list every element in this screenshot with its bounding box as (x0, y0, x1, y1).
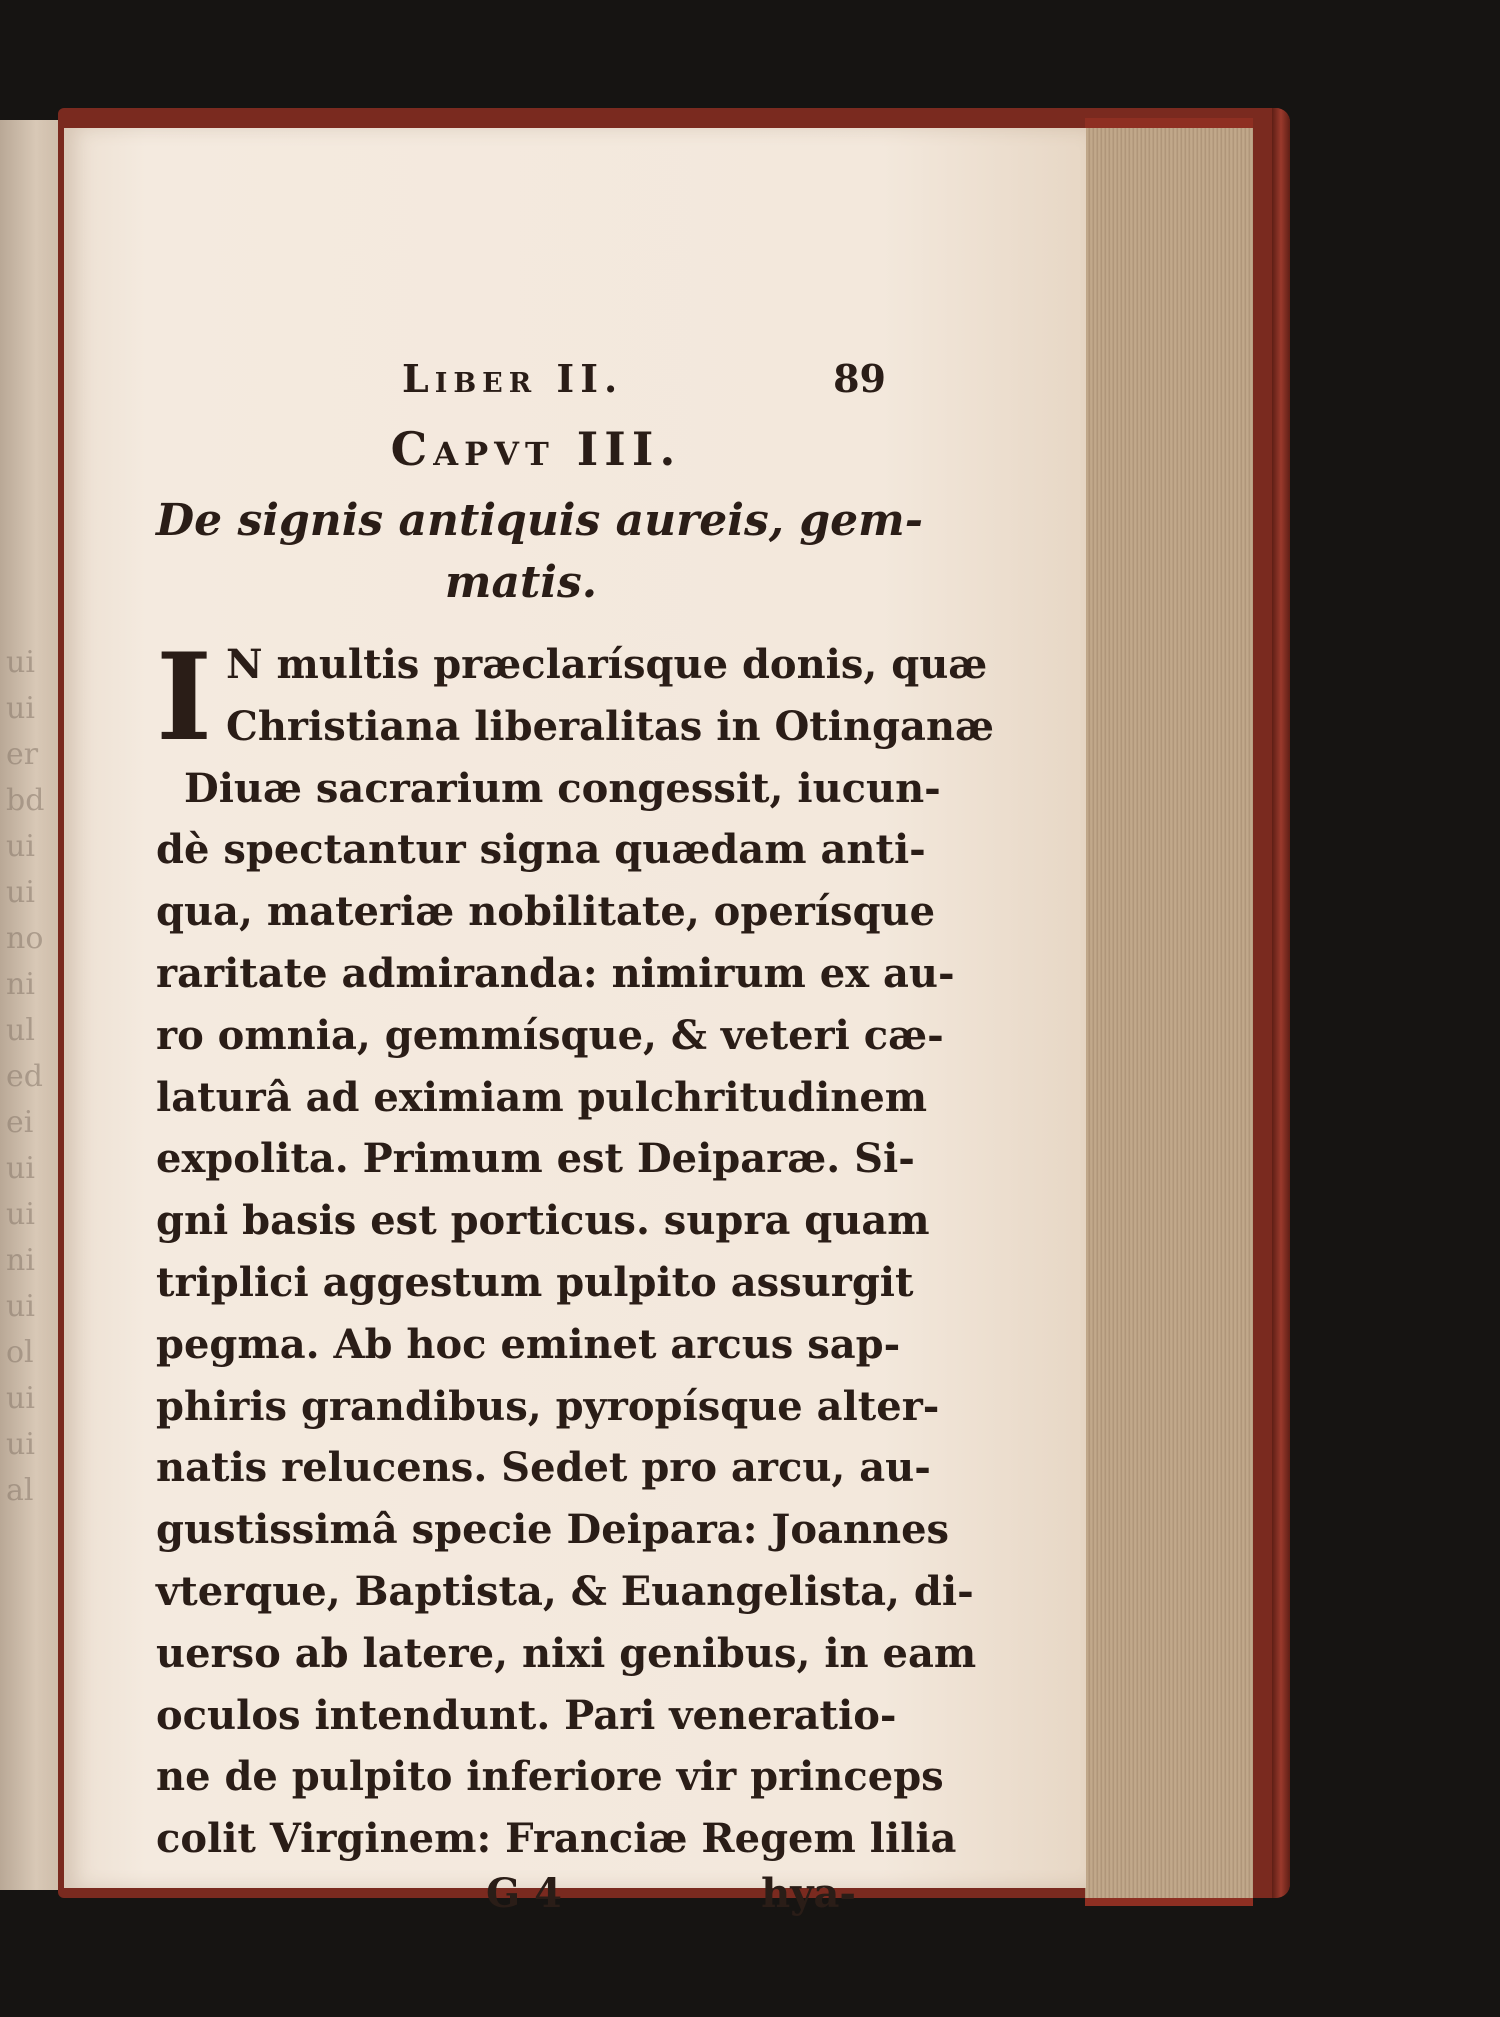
text-line: colit Virginem: Franciæ Regem lilia (156, 1815, 957, 1863)
page-number: 89 (833, 356, 886, 401)
drop-initial: I (156, 627, 213, 768)
text-line: triplici aggestum pulpito assurgit (156, 1258, 914, 1306)
body-text (156, 627, 995, 1870)
text-line: Christiana liberalitas in Otinganæ (226, 702, 995, 750)
subtitle-line: De signis antiquis aureis, gem- (156, 495, 923, 546)
text-line: N multis præclarísque donis, quæ (226, 641, 988, 688)
text-line: ne de pulpito inferiore vir princeps (156, 1753, 944, 1801)
text-line: uerso ab latere, nixi genibus, in eam (156, 1629, 977, 1677)
text-line: Diuæ sacrarium congessit, iucun- (184, 764, 941, 812)
subtitle-line: matis. (444, 557, 598, 608)
chapter-heading: Capvt III. (390, 422, 682, 476)
page-text (156, 356, 995, 1930)
chapter-subtitle (156, 490, 923, 614)
text-line: expolita. Primum est Deiparæ. Si- (156, 1135, 915, 1183)
text-line: ro omnia, gemmísque, & veteri cæ- (156, 1011, 944, 1059)
cover-edge (1272, 108, 1290, 1898)
facing-page-text-fragments: ui ui er bd ui ui no ni ul ed ei ui ui ni ui ol ui ui al (6, 645, 45, 1508)
text-line: raritate admiranda: nimirum ex au- (156, 949, 955, 997)
text-line: laturâ ad eximiam pulchritudinem (156, 1073, 928, 1121)
catchword: hya- (761, 1869, 856, 1917)
page-footer (156, 1870, 886, 1930)
running-head-title: Liber II. (402, 356, 624, 401)
text-line: phiris grandibus, pyropísque alter- (156, 1382, 940, 1430)
page-block-edges (1085, 118, 1253, 1906)
text-line: dè spectantur signa quædam anti- (156, 826, 926, 874)
text-line: vterque, Baptista, & Euangelista, di- (156, 1567, 974, 1615)
text-line: qua, materiæ nobilitate, operísque (156, 888, 936, 936)
running-head (156, 356, 886, 416)
text-line: pegma. Ab hoc eminet arcus sap- (156, 1320, 901, 1368)
signature-mark: G 4 (486, 1869, 562, 1917)
text-line: oculos intendunt. Pari veneratio- (156, 1691, 897, 1739)
text-line: gni basis est porticus. supra quam (156, 1197, 930, 1245)
book-page (64, 128, 1086, 1917)
text-line: natis relucens. Sedet pro arcu, au- (156, 1444, 931, 1492)
text-line: gustissimâ specie Deipara: Joannes (156, 1506, 950, 1554)
